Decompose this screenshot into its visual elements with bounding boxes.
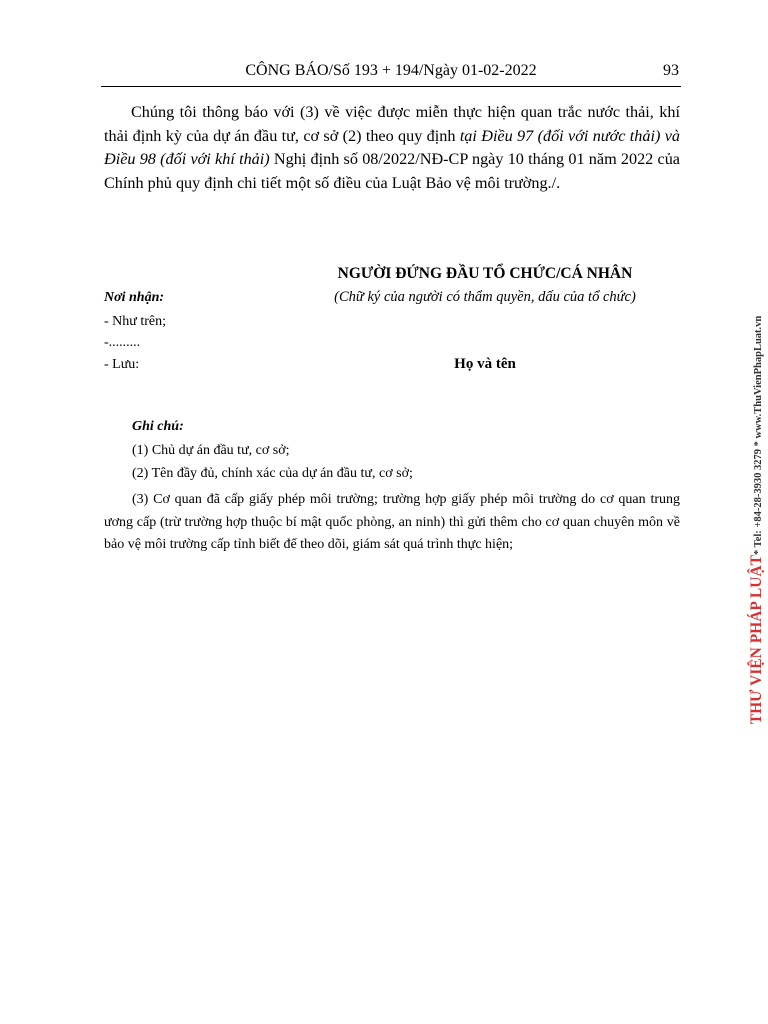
signatory-name: Họ và tên [454, 356, 516, 372]
notes-heading: Ghi chú: [132, 419, 184, 434]
page-header [101, 62, 681, 84]
recipient-item: - Lưu: [104, 357, 140, 372]
recipient-item: - Như trên; [104, 314, 167, 329]
header-divider [101, 86, 681, 87]
signatory-title: NGƯỜI ĐỨNG ĐẦU TỔ CHỨC/CÁ NHÂN [337, 265, 633, 282]
watermark-brand: THƯ VIỆN PHÁP LUẬT [748, 555, 765, 725]
watermark-contact: * Tel: +84-28-3930 3279 * www.ThuVienPhapLuat.vn [753, 315, 764, 556]
note-item: (1) Chủ dự án đầu tư, cơ sở; [132, 443, 290, 458]
body-text-legal-reference: tại Điều 97 (đối với nước thải) và Điều 98 (đối với khí thải) [104, 126, 680, 168]
gazette-header-title: CÔNG BÁO/Số 193 + 194/Ngày 01-02-2022 [245, 62, 537, 79]
note-item-long: (3) Cơ quan đã cấp giấy phép môi trường; trường hợp giấy phép môi trường do cơ quan trung ương cấp (trừ trường hợp thuộc bí mật quốc phòng, an ninh) thì gửi thêm cho cơ quan chuyên môn về bảo vệ môi trường cấp tỉnh biết để theo dõi, giám sát quá trình thực hiện; [104, 492, 680, 552]
signatory-note: (Chữ ký của người có thẩm quyền, dấu của tổ chức) [334, 289, 636, 305]
note-item: (2) Tên đầy đủ, chính xác của dự án đầu tư, cơ sở; [132, 466, 413, 481]
recipients-heading: Nơi nhận: [104, 290, 165, 305]
page-number: 93 [663, 62, 679, 79]
body-text-part1: Chúng tôi thông báo với (3) về việc được miễn thực hiện quan trắc nước thải, khí thải định kỳ của dự án đầu tư, cơ sở (2) theo quy định [104, 103, 680, 145]
notification-paragraph [104, 101, 680, 195]
body-text-part3: Nghị định số 08/2022/NĐ-CP ngày 10 tháng 01 năm 2022 của Chính phủ quy định chi tiết một số điều của Luật Bảo vệ môi trường./. [104, 150, 680, 192]
recipient-item: -......... [104, 335, 141, 350]
